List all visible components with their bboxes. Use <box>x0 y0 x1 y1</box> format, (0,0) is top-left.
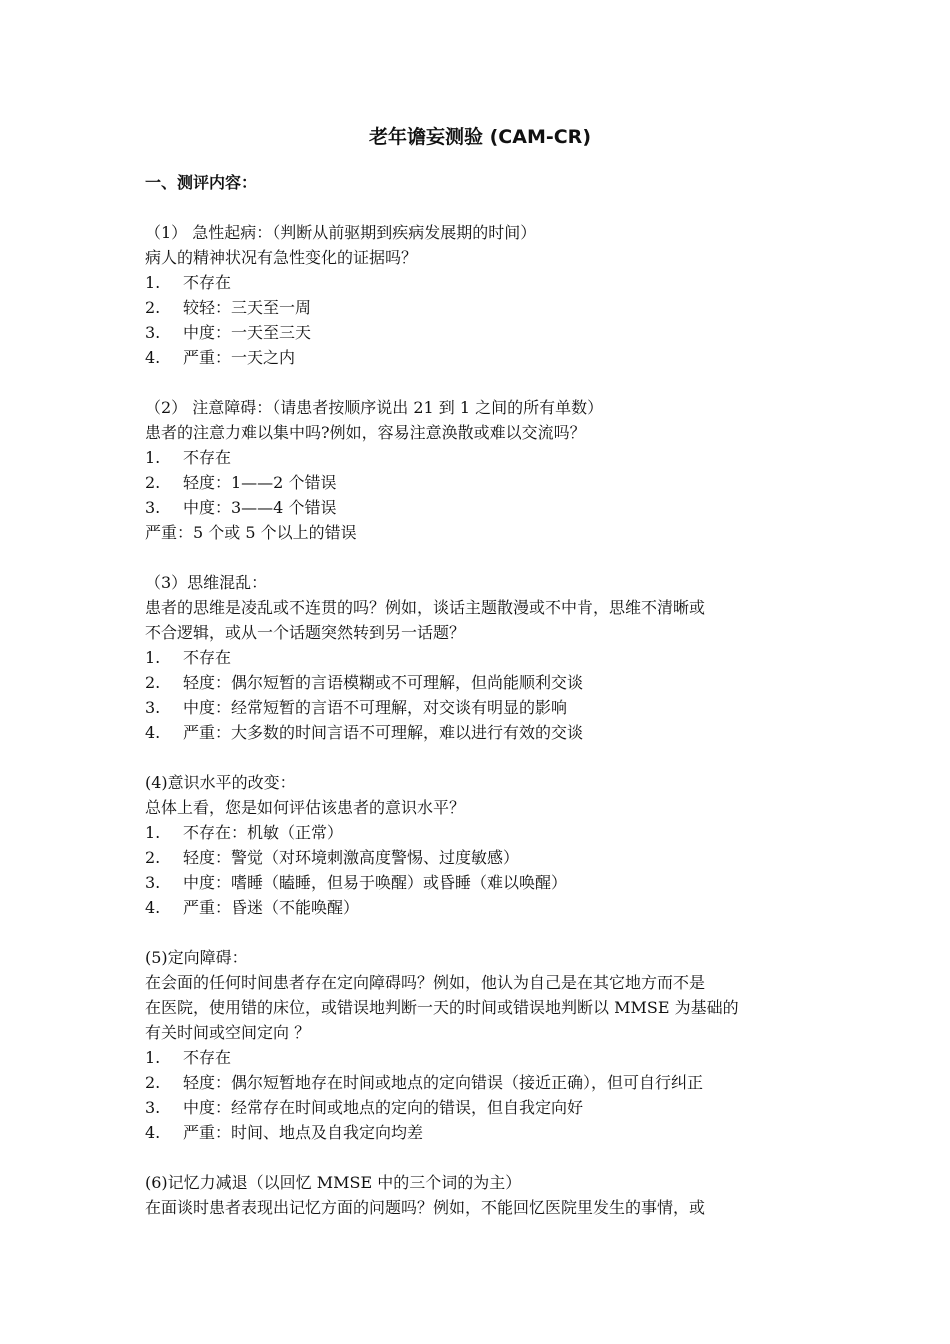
option-number: 1. <box>145 648 161 667</box>
option-row <box>145 845 815 870</box>
option-number: 4. <box>145 898 161 917</box>
option-number: 1. <box>145 1048 161 1067</box>
option-text: 中度：嗜睡（瞌睡，但易于唤醒）或昏睡（难以唤醒） <box>183 873 568 892</box>
item-heading: (5)定向障碍： <box>145 948 248 967</box>
item-question-line: 在面谈时患者表现出记忆方面的问题吗？例如，不能回忆医院里发生的事情，或 <box>145 1198 706 1217</box>
option-text: 不存在 <box>183 273 232 292</box>
assessment-item <box>145 770 815 920</box>
option-text: 严重：时间、地点及自我定向均差 <box>183 1123 424 1142</box>
option-text: 较轻：三天至一周 <box>183 298 312 317</box>
option-extra: 严重：5 个或 5 个以上的错误 <box>145 523 357 542</box>
option-row <box>145 495 815 520</box>
item-question-line: 总体上看，您是如何评估该患者的意识水平？ <box>145 798 466 817</box>
item-heading: （2） 注意障碍：（请患者按顺序说出 21 到 1 之间的所有单数） <box>145 398 604 417</box>
option-text: 轻度：1——2 个错误 <box>183 473 337 492</box>
option-text: 轻度：偶尔短暂地存在时间或地点的定向错误（接近正确），但可自行纠正 <box>183 1073 704 1092</box>
option-row <box>145 270 815 295</box>
option-row <box>145 695 815 720</box>
option-number: 2. <box>145 1073 161 1092</box>
option-number: 4. <box>145 723 161 742</box>
option-row <box>145 1120 815 1145</box>
option-number: 2. <box>145 298 161 317</box>
option-text: 严重：大多数的时间言语不可理解，难以进行有效的交谈 <box>183 723 584 742</box>
option-text: 不存在：机敏（正常） <box>183 823 344 842</box>
item-question-line: 在会面的任何时间患者存在定向障碍吗？例如，他认为自己是在其它地方而不是 <box>145 973 706 992</box>
item-question-line: 有关时间或空间定向 ？ <box>145 1023 311 1042</box>
assessment-item <box>145 945 815 1145</box>
item-question-line: 在医院，使用错的床位，或错误地判断一天的时间或错误地判断以 MMSE 为基础的 <box>145 998 739 1017</box>
option-row <box>145 670 815 695</box>
assessment-item <box>145 220 815 370</box>
item-heading: （3）思维混乱： <box>145 573 268 592</box>
option-text: 轻度：警觉（对环境刺激高度警惕、过度敏感） <box>183 848 520 867</box>
section-heading: 一、测评内容： <box>145 173 258 192</box>
option-row <box>145 1070 815 1095</box>
option-text: 严重：昏迷（不能唤醒） <box>183 898 360 917</box>
assessment-item <box>145 395 815 545</box>
option-text: 轻度：偶尔短暂的言语模糊或不可理解，但尚能顺利交谈 <box>183 673 584 692</box>
option-row <box>145 445 815 470</box>
option-number: 3. <box>145 1098 161 1117</box>
option-text: 不存在 <box>183 1048 232 1067</box>
option-row <box>145 720 815 745</box>
option-row <box>145 870 815 895</box>
option-number: 3. <box>145 498 161 517</box>
document-page <box>145 124 815 1245</box>
option-text: 严重：一天之内 <box>183 348 296 367</box>
option-row <box>145 820 815 845</box>
option-number: 1. <box>145 273 161 292</box>
option-number: 3. <box>145 323 161 342</box>
item-question-line: 患者的注意力难以集中吗?例如，容易注意涣散或难以交流吗？ <box>145 423 586 442</box>
option-number: 2. <box>145 848 161 867</box>
document-title: 老年谵妄测验 (CAM-CR) <box>369 126 591 148</box>
item-question-line: 病人的精神状况有急性变化的证据吗？ <box>145 248 418 267</box>
assessment-item <box>145 570 815 745</box>
option-number: 1. <box>145 448 161 467</box>
option-number: 3. <box>145 873 161 892</box>
option-number: 4. <box>145 348 161 367</box>
option-row <box>145 895 815 920</box>
option-number: 2. <box>145 473 161 492</box>
option-row <box>145 295 815 320</box>
option-row <box>145 345 815 370</box>
option-row <box>145 470 815 495</box>
option-text: 中度：经常短暂的言语不可理解，对交谈有明显的影响 <box>183 698 568 717</box>
item-heading: （1） 急性起病：（判断从前驱期到疾病发展期的时间） <box>145 223 537 242</box>
option-row <box>145 1095 815 1120</box>
assessment-item <box>145 1170 815 1220</box>
item-heading: (6)记忆力减退（以回忆 MMSE 中的三个词的为主） <box>145 1173 522 1192</box>
option-number: 2. <box>145 673 161 692</box>
option-number: 4. <box>145 1123 161 1142</box>
option-text: 不存在 <box>183 448 232 467</box>
item-question-line: 患者的思维是凌乱或不连贯的吗？例如，谈话主题散漫或不中肯，思维不清晰或 <box>145 598 706 617</box>
option-text: 中度：一天至三天 <box>183 323 312 342</box>
option-text: 中度：经常存在时间或地点的定向的错误，但自我定向好 <box>183 1098 584 1117</box>
option-text: 中度：3——4 个错误 <box>183 498 337 517</box>
option-number: 1. <box>145 823 161 842</box>
assessment-items <box>145 220 815 1220</box>
option-number: 3. <box>145 698 161 717</box>
item-heading: (4)意识水平的改变： <box>145 773 296 792</box>
item-question-line: 不合逻辑，或从一个话题突然转到另一话题？ <box>145 623 466 642</box>
option-text: 不存在 <box>183 648 232 667</box>
option-row <box>145 645 815 670</box>
option-row <box>145 320 815 345</box>
option-row <box>145 1045 815 1070</box>
